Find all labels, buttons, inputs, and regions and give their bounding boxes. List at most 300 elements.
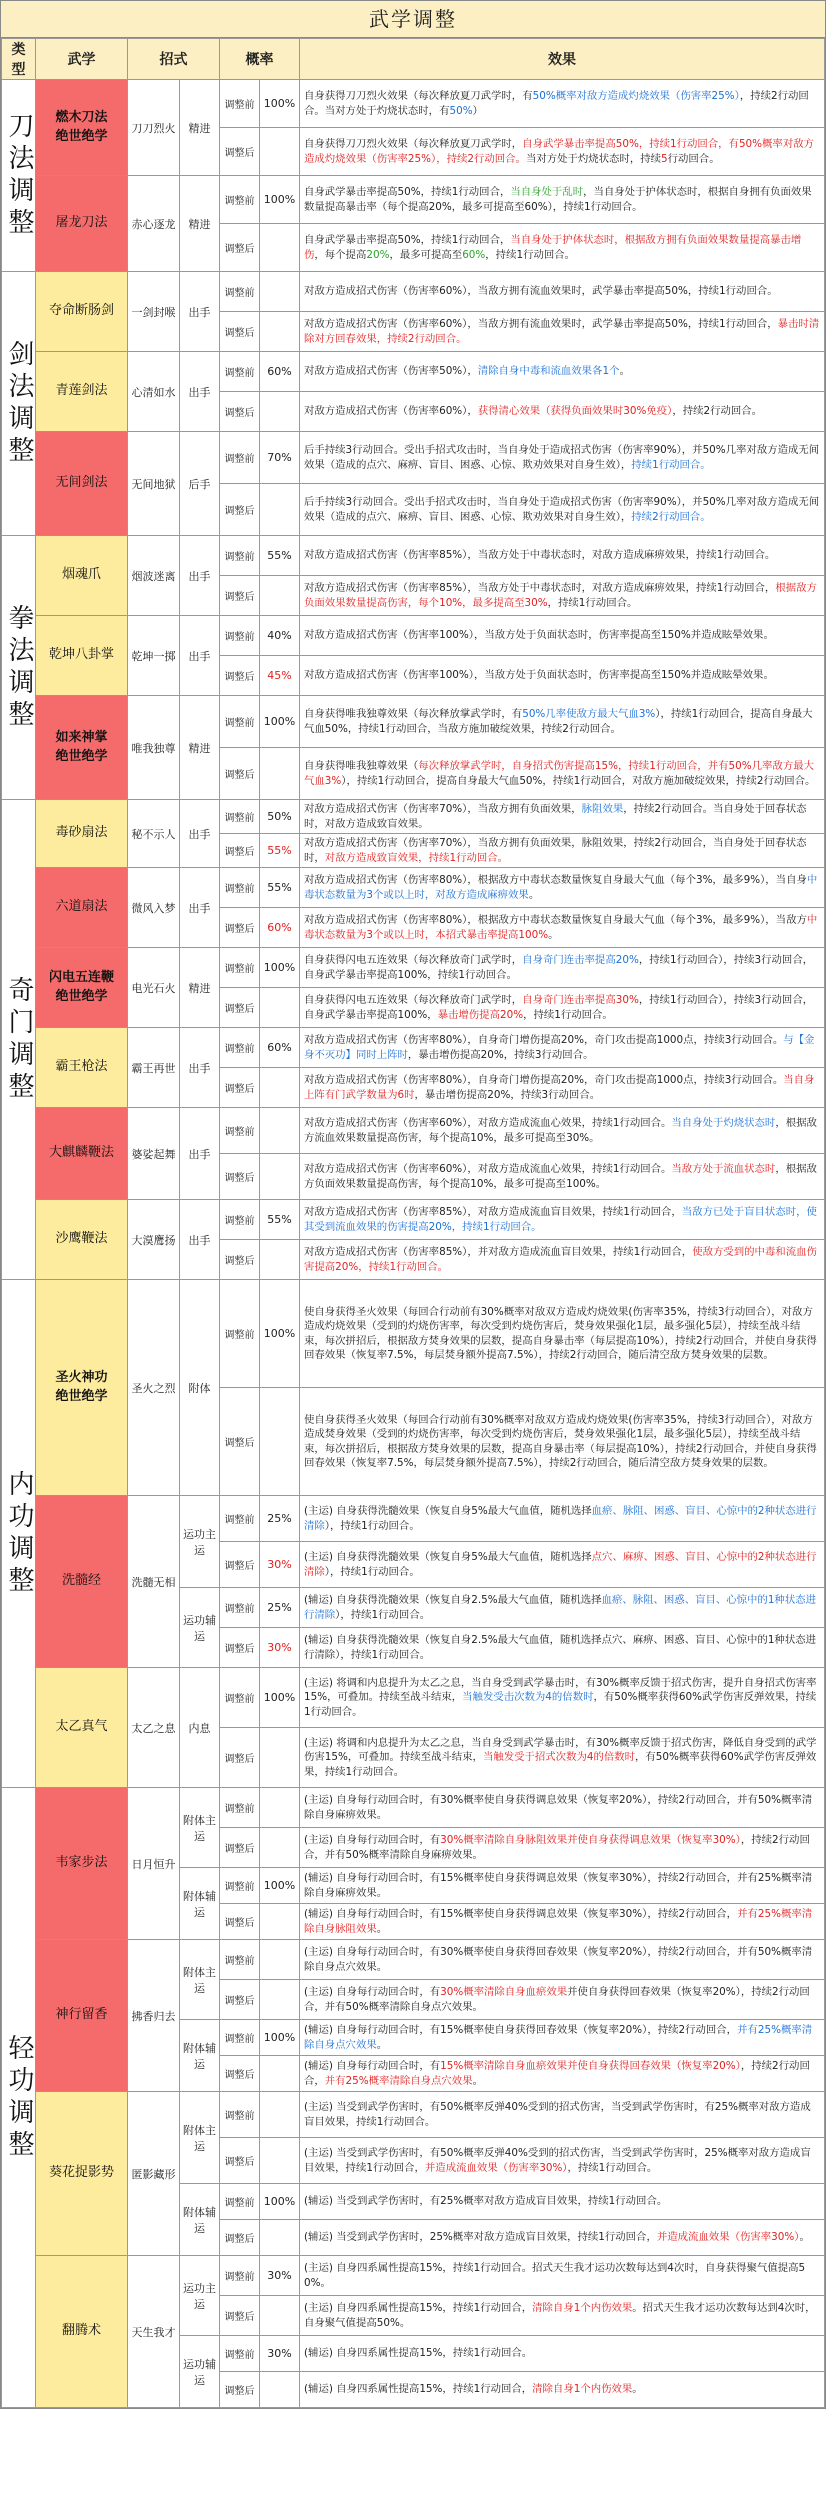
version-label: 调整后 xyxy=(220,312,260,352)
effect-text: ），持续1行动回合。 xyxy=(324,1519,420,1532)
effect-text: ，暴击增伤提高20%，持续3行动回合。 xyxy=(407,1048,594,1061)
effect-text: (主运) 自身获得洗髓效果（恢复自身5%最大气血值，随机选择 xyxy=(304,1505,592,1518)
table-row xyxy=(2,1668,825,1728)
effect-before xyxy=(300,536,825,576)
move-name: 微风入梦 xyxy=(128,868,180,948)
effect-after xyxy=(300,1904,825,1940)
move-type: 出手 xyxy=(180,868,220,948)
version-label: 调整后 xyxy=(220,748,260,800)
move-type: 精进 xyxy=(180,948,220,1028)
effect-text: (主运) 自身获得洗髓效果（恢复自身5%最大气血值，随机选择 xyxy=(304,1551,592,1564)
effect-text: ，当自身处于护体状态时，根据自身拥有负面效果数量提高暴击率（每个提高20%，最多可提高至60%），持续1行动回合。 xyxy=(304,186,812,213)
effect-after xyxy=(300,908,825,948)
effect-text: ，持续2行动回合。 xyxy=(672,405,763,418)
table-row xyxy=(2,868,825,908)
effect-before xyxy=(300,432,825,484)
effect-before xyxy=(300,2256,825,2296)
rate-value: 30% xyxy=(260,2336,300,2372)
effect-text: ，持续1行动回合。 xyxy=(547,596,638,609)
rate-value xyxy=(260,2138,300,2184)
effect-text: 对敌方造成招式伤害（伤害率85%），对敌方造成流血盲目效果，持续1行动回合， xyxy=(304,1206,682,1219)
rate-value: 100% xyxy=(260,80,300,128)
effect-before xyxy=(300,2020,825,2056)
move-name: 日月恒升 xyxy=(128,1788,180,1940)
header-type: 类型 xyxy=(2,39,36,80)
effect-text: ） xyxy=(472,104,483,117)
effect-before xyxy=(300,1940,825,1980)
move-type: 附体 xyxy=(180,1280,220,1496)
version-label: 调整后 xyxy=(220,1240,260,1280)
effect-text: (主运) 自身四系属性提高15%，持续1行动回合， xyxy=(304,2302,533,2315)
version-label: 调整前 xyxy=(220,1200,260,1240)
effect-text: 对敌方造成招式伤害（伤害率100%），当敌方处于负面状态时，伤害率提高至150%并造成眩晕效果。 xyxy=(304,669,774,682)
category-cell: 轻功调整 xyxy=(2,1788,36,2408)
effect-text: 对敌方造成招式伤害（伤害率60%）， xyxy=(304,405,478,418)
effect-after xyxy=(300,1980,825,2020)
effect-text: 对敌方造成招式伤害（伤害率80%），自身奇门增伤提高20%，奇门攻击提高1000点，持续3行动回合。 xyxy=(304,1074,784,1087)
move-name: 烟波迷离 xyxy=(128,536,180,616)
rate-value xyxy=(260,988,300,1028)
rate-value xyxy=(260,1940,300,1980)
header-move: 招式 xyxy=(128,39,220,80)
move-name: 电光石火 xyxy=(128,948,180,1028)
effect-text: 对敌方造成招式伤害（伤害率100%），当敌方处于负面状态时，伤害率提高至150%并造成眩晕效果。 xyxy=(304,629,774,642)
version-label: 调整前 xyxy=(220,2020,260,2056)
move-name: 赤心逐龙 xyxy=(128,176,180,272)
skill-name: 烟魂爪 xyxy=(36,536,128,616)
move-name: 天生我才 xyxy=(128,2256,180,2408)
effect-text: (主运) 自身四系属性提高15%，持续1行动回合。招式天生我才运功次数每达到4次时，自身获得聚气值提高50%。 xyxy=(304,2262,806,2289)
effect-text: 对敌方造成招式伤害（伤害率60%），对敌方造成流血心效果，持续1行动回合。 xyxy=(304,1163,672,1176)
effect-after xyxy=(300,988,825,1028)
effect-text: 50% xyxy=(449,104,473,117)
effect-text: 对敌方造成招式伤害（伤害率80%），根据敌方中毒状态数量恢复自身最大气血（每个3%，最多9%），当自身 xyxy=(304,874,807,887)
effect-text: (辅运) 自身每行动回合时，有15%概率使自身获得调息效果（恢复率30%），持续2行动回合， xyxy=(304,1908,738,1921)
effect-before xyxy=(300,1496,825,1542)
version-label: 调整后 xyxy=(220,908,260,948)
effect-text: 对敌方造成招式伤害（伤害率85%），当敌方处于中毒状态时，对敌方造成麻痹效果，持续1行动回合， xyxy=(304,582,776,595)
version-label: 调整后 xyxy=(220,2296,260,2336)
move-type: 附体辅运 xyxy=(180,2020,220,2092)
effect-text: 。 xyxy=(619,365,630,378)
version-label: 调整前 xyxy=(220,2256,260,2296)
version-label: 调整前 xyxy=(220,948,260,988)
rate-value: 100% xyxy=(260,2184,300,2220)
effect-text: 中毒状态数量为3个或以上时，本招式暴击率提高100% xyxy=(304,914,818,941)
rate-value xyxy=(260,224,300,272)
move-type: 出手 xyxy=(180,1028,220,1108)
skill-name: 大麒麟鞭法 xyxy=(36,1108,128,1200)
table-row xyxy=(2,1940,825,1980)
category-cell: 奇门调整 xyxy=(2,800,36,1280)
version-label: 调整后 xyxy=(220,834,260,868)
version-label: 调整后 xyxy=(220,1728,260,1788)
effect-text: (辅运) 自身每行动回合时，有15%概率使自身获得回春效果（恢复率20%），持续2行动回合， xyxy=(304,2024,738,2037)
move-type: 精进 xyxy=(180,696,220,800)
effect-before xyxy=(300,948,825,988)
version-label: 调整前 xyxy=(220,1668,260,1728)
rate-value xyxy=(260,1154,300,1200)
rate-value xyxy=(260,1068,300,1108)
effect-after xyxy=(300,1628,825,1668)
version-label: 调整前 xyxy=(220,1496,260,1542)
skill-name: 霸王枪法 xyxy=(36,1028,128,1108)
effect-before xyxy=(300,868,825,908)
effect-text: 并造成流血效果（伤害率30%） xyxy=(424,2161,568,2174)
effect-text: (辅运) 自身获得洗髓效果（恢复自身2.5%最大气血值，随机选择点穴、麻痹、困惑、盲目、心惊中的1种状态进行清除），持续1行动回合。 xyxy=(304,1634,816,1661)
effect-text: 对敌方造成招式伤害（伤害率85%），当敌方处于中毒状态时，对敌方造成麻痹效果，持续1行动回合。 xyxy=(304,549,776,562)
move-type: 出手 xyxy=(180,272,220,352)
table-row xyxy=(2,696,825,748)
version-label: 调整后 xyxy=(220,1628,260,1668)
effect-text: 自身获得闪电五连效果（每次释放奇门武学时， xyxy=(304,954,523,967)
effect-text: 当自身处于乱时 xyxy=(510,186,584,199)
move-name: 圣火之烈 xyxy=(128,1280,180,1496)
effect-text: ），持续1行动回合。 xyxy=(324,1565,420,1578)
move-name: 唯我独尊 xyxy=(128,696,180,800)
effect-text: (辅运) 自身每行动回合时，有15%概率使自身获得调息效果（恢复率30%），持续2行动回合，并有25%概率清除自身麻痹效果。 xyxy=(304,1872,813,1899)
move-type: 附体辅运 xyxy=(180,1868,220,1940)
version-label: 调整前 xyxy=(220,176,260,224)
effect-text: 并有25%概率清除自身点穴效果 xyxy=(324,2074,473,2087)
effect-text: (辅运) 当受到武学伤害时，25%概率对敌方造成盲目效果，持续1行动回合， xyxy=(304,2231,657,2244)
rate-value xyxy=(260,2220,300,2256)
effect-text: 自身武学暴击率提高50%，持续1行动回合， xyxy=(304,234,511,247)
effect-text: 。 xyxy=(376,2038,388,2051)
version-label: 调整前 xyxy=(220,1588,260,1628)
effect-text: 当自身上阵有门武学数量为6时 xyxy=(304,1074,815,1101)
table-row xyxy=(2,1280,825,1388)
rate-value: 55% xyxy=(260,1200,300,1240)
table-row xyxy=(2,1496,825,1542)
effect-text: 后手持续3行动回合。受出手招式攻击时，当自身处于造成招式伤害（伤害率90%），并50%几率对敌方造成无间效果（造成的点穴、麻痹、盲目、困惑、心惊、欺劝效果对自身生效）， xyxy=(304,444,820,471)
effect-text: 。 xyxy=(376,1922,388,1935)
effect-text: ，最多可提高至 xyxy=(389,248,463,261)
effect-before xyxy=(300,272,825,312)
rate-value: 30% xyxy=(260,2256,300,2296)
effect-text: 。 xyxy=(799,2231,810,2244)
rate-value: 100% xyxy=(260,696,300,748)
effect-after xyxy=(300,2220,825,2256)
rate-value: 55% xyxy=(260,834,300,868)
effect-after xyxy=(300,1828,825,1868)
version-label: 调整后 xyxy=(220,2372,260,2408)
effect-text: 清除自身1个内伤效果 xyxy=(532,2302,633,2315)
effect-text: 持续1行动回合。 xyxy=(631,458,711,471)
header-skill: 武学 xyxy=(36,39,128,80)
rate-value xyxy=(260,2296,300,2336)
rate-value: 100% xyxy=(260,176,300,224)
table-row xyxy=(2,272,825,312)
effect-text: 当对方处于灼烧状态时，持续 xyxy=(525,152,662,165)
effect-after xyxy=(300,1240,825,1280)
version-label: 调整前 xyxy=(220,352,260,392)
effect-text: (辅运) 自身四系属性提高15%，持续1行动回合， xyxy=(304,2383,533,2396)
effect-text: (主运) 将调和内息提升为太乙之息，当自身受到武学暴击时，有30%概率反馈于招式伤害，提升自身招式伤害率15%，可叠加。持续至战斗结束， xyxy=(304,1677,817,1704)
effect-text: 使敌方受到的中毒和流血伤害提高20%，持续1行动回合。 xyxy=(304,1246,817,1273)
effect-text: (辅运) 自身四系属性提高15%，持续1行动回合。 xyxy=(304,2347,533,2360)
effect-after xyxy=(300,1388,825,1496)
effect-text: 对敌方造成招式伤害（伤害率60%），对敌方造成流血心效果，持续1行动回合。 xyxy=(304,1117,672,1130)
rate-value xyxy=(260,2092,300,2138)
version-label: 调整前 xyxy=(220,800,260,834)
effect-text: 对敌方造成招式伤害（伤害率60%），当敌方拥有流血效果时，武学暴击率提高50%，持续1行动回合， xyxy=(304,318,778,331)
skill-name: 神行留香 xyxy=(36,1940,128,2092)
rate-value xyxy=(260,1980,300,2020)
move-name: 拂香归去 xyxy=(128,1940,180,2092)
rate-value: 100% xyxy=(260,2020,300,2056)
rate-value: 70% xyxy=(260,432,300,484)
move-type: 附体主运 xyxy=(180,1788,220,1868)
effect-after xyxy=(300,1728,825,1788)
skill-name: 如来神掌 绝世绝学 xyxy=(36,696,128,800)
effect-text: (主运) 当受到武学伤害时，有50%概率反弹40%受到的招式伤害，当受到武学伤害时，有25%概率对敌方造成盲目效果，持续1行动回合。 xyxy=(304,2101,811,2128)
move-type: 附体辅运 xyxy=(180,2184,220,2256)
skill-name: 沙鹰鞭法 xyxy=(36,1200,128,1280)
effect-text: 后手持续3行动回合。受出手招式攻击时，当自身处于造成招式伤害（伤害率90%），并50%几率对敌方造成无间效果（造成的点穴、麻痹、盲目、困惑、心惊、欺劝效果对自身生效）， xyxy=(304,496,820,523)
version-label: 调整后 xyxy=(220,392,260,432)
effect-before xyxy=(300,352,825,392)
version-label: 调整前 xyxy=(220,536,260,576)
category-cell: 内功调整 xyxy=(2,1280,36,1788)
move-name: 秘不示人 xyxy=(128,800,180,868)
rate-value: 100% xyxy=(260,948,300,988)
table-row xyxy=(2,1028,825,1068)
version-label: 调整后 xyxy=(220,1828,260,1868)
version-label: 调整后 xyxy=(220,988,260,1028)
effect-text: ，持续1行动回合。 xyxy=(523,1008,613,1021)
effect-text: ，每个提高 xyxy=(314,248,367,261)
effect-text: (主运) 自身每行动回合时，有 xyxy=(304,1986,441,1999)
skill-name: 无间剑法 xyxy=(36,432,128,536)
version-label: 调整后 xyxy=(220,1068,260,1108)
effect-text: ），持续1行动回合。 xyxy=(335,1608,431,1621)
rate-value: 45% xyxy=(260,656,300,696)
effect-after xyxy=(300,128,825,176)
rate-value: 60% xyxy=(260,1028,300,1068)
version-label: 调整前 xyxy=(220,272,260,312)
effect-after xyxy=(300,1068,825,1108)
version-label: 调整后 xyxy=(220,1980,260,2020)
version-label: 调整前 xyxy=(220,868,260,908)
move-name: 匿影藏形 xyxy=(128,2092,180,2256)
version-label: 调整前 xyxy=(220,616,260,656)
rate-value: 40% xyxy=(260,616,300,656)
effect-text: 中毒状态数量为3个或以上时，对敌方造成麻痹效果 xyxy=(304,874,818,901)
table-row xyxy=(2,616,825,656)
rate-value: 100% xyxy=(260,1868,300,1904)
version-label: 调整后 xyxy=(220,224,260,272)
move-name: 刀刀烈火 xyxy=(128,80,180,176)
skill-name: 燃木刀法 绝世绝学 xyxy=(36,80,128,176)
rate-value: 50% xyxy=(260,800,300,834)
skill-name: 翻腾术 xyxy=(36,2256,128,2408)
effect-after xyxy=(300,312,825,352)
rate-value xyxy=(260,392,300,432)
skill-name: 韦家步法 xyxy=(36,1788,128,1940)
move-type: 出手 xyxy=(180,536,220,616)
move-name: 一剑封喉 xyxy=(128,272,180,352)
effect-text: (辅运) 当受到武学伤害时，有25%概率对敌方造成盲目效果，持续1行动回合。 xyxy=(304,2195,668,2208)
effect-text: ，持续2行动回合， xyxy=(304,2060,810,2087)
effect-before xyxy=(300,1028,825,1068)
effect-after xyxy=(300,1542,825,1588)
rate-value xyxy=(260,1108,300,1154)
table-row xyxy=(2,1108,825,1154)
version-label: 调整前 xyxy=(220,2336,260,2372)
move-type: 出手 xyxy=(180,1108,220,1200)
move-type: 出手 xyxy=(180,1200,220,1280)
effect-text: 对敌方造成招式伤害（伤害率60%），当敌方拥有流血效果时，武学暴击率提高50%，持续1行动回合。 xyxy=(304,285,778,298)
move-type: 附体主运 xyxy=(180,2092,220,2184)
effect-before xyxy=(300,1200,825,1240)
version-label: 调整前 xyxy=(220,432,260,484)
effect-text: 。 xyxy=(632,2383,643,2396)
version-label: 调整后 xyxy=(220,1154,260,1200)
effect-text: 当触发受击次数为4的倍数时 xyxy=(462,1691,594,1704)
effect-text: 点穴、麻痹、困惑、盲目、心惊中的2种状态进行清除 xyxy=(304,1551,817,1578)
rate-value xyxy=(260,2056,300,2092)
effect-text: 当自身处于护体状态时，根据敌方拥有负面效果数量提高暴击增伤 xyxy=(304,234,802,261)
effect-text: 每次释放掌武学时，自身招式伤害提高15%，持续1行动回合，并有50%几率敌方最大气血3% xyxy=(304,760,814,787)
effect-text: 自身获得闪电五连效果（每次释放奇门武学时， xyxy=(304,994,523,1007)
move-name: 乾坤一掷 xyxy=(128,616,180,696)
effect-text: ，持续1行动回合。 xyxy=(485,248,576,261)
move-name: 无间地狱 xyxy=(128,432,180,536)
effect-text: 当自身处于灼烧状态时 xyxy=(671,1117,776,1130)
effect-before xyxy=(300,1788,825,1828)
effect-text: 获得清心效果（获得负面效果时30%免疫） xyxy=(477,405,673,418)
category-cell: 剑法调整 xyxy=(2,272,36,536)
skill-name: 夺命断肠剑 xyxy=(36,272,128,352)
move-name: 大漠鹰扬 xyxy=(128,1200,180,1280)
move-type: 运功主运 xyxy=(180,2256,220,2336)
rate-value xyxy=(260,128,300,176)
rate-value xyxy=(260,2372,300,2408)
effect-text: (主运) 将调和内息提升为太乙之息，当自身受到武学暴击时，有30%概率反馈于招式伤害，降低自身受到的武学伤害15%，可叠加。持续至战斗结束， xyxy=(304,1737,817,1764)
effect-text: 暴击增伤提高20% xyxy=(437,1008,524,1021)
effect-text: 自身奇门连击率提高30% xyxy=(522,994,639,1007)
table-row xyxy=(2,1200,825,1240)
table-row xyxy=(2,1788,825,1828)
effect-before xyxy=(300,1868,825,1904)
rate-value xyxy=(260,312,300,352)
effect-text: 自身获得刀刀烈火效果（每次释放夏刀武学时，有 xyxy=(304,90,533,103)
table-row xyxy=(2,800,825,834)
skill-name: 毒砂扇法 xyxy=(36,800,128,868)
effect-text: 50%概率对敌方造成灼烧效果（伤害率25%） xyxy=(532,90,740,103)
effect-text: 。 xyxy=(528,888,540,901)
effect-text: ），持续1行动回合，提高自身最大气血50%，持续1行动回合，当敌方施加破绽效果，持续2行动回合。 xyxy=(304,708,813,735)
table-header-row xyxy=(2,39,825,80)
move-type: 出手 xyxy=(180,352,220,432)
effect-before xyxy=(300,80,825,128)
effect-text: 自身奇门连击率提高20% xyxy=(522,954,639,967)
effect-text: 暴击时清除对方回春效果，持续2行动回合。 xyxy=(304,318,820,345)
effect-before xyxy=(300,1108,825,1154)
category-cell: 拳法调整 xyxy=(2,536,36,800)
effect-text: 60% xyxy=(462,248,486,261)
skill-name: 太乙真气 xyxy=(36,1668,128,1788)
effect-text: 对敌方造成招式伤害（伤害率85%），并对敌方造成流血盲目效果，持续1行动回合， xyxy=(304,1246,693,1259)
rate-value xyxy=(260,1904,300,1940)
effect-text: 并造成流血效果（伤害率30%） xyxy=(656,2231,800,2244)
header-rate: 概率 xyxy=(220,39,300,80)
effect-after xyxy=(300,2056,825,2092)
effect-after xyxy=(300,224,825,272)
effect-text: 5 xyxy=(661,152,668,165)
move-type: 精进 xyxy=(180,176,220,272)
skill-name: 洗髓经 xyxy=(36,1496,128,1668)
rate-value: 60% xyxy=(260,908,300,948)
rate-value xyxy=(260,1728,300,1788)
table-row xyxy=(2,2256,825,2296)
effect-text: ，有50%概率获得60%武学伤害反弹效果，持续1行动回合。 xyxy=(304,1691,817,1718)
version-label: 调整前 xyxy=(220,1108,260,1154)
effect-text: 对敌方造成招式伤害（伤害率80%），自身奇门增伤提高20%，奇门攻击提高1000点，持续3行动回合。 xyxy=(304,1034,784,1047)
effect-text: ，持续2行动回合，并有50%概率清除自身麻痹效果。 xyxy=(304,1834,810,1861)
effect-text: 脉阻效果 xyxy=(581,803,624,816)
effect-text: 。 xyxy=(472,2074,483,2087)
effect-text: (主运) 当受到武学伤害时，有50%概率反弹40%受到的招式伤害，当受到武学伤害时，25%概率对敌方造成盲目效果，持续1行动回合， xyxy=(304,2147,811,2174)
effect-after xyxy=(300,834,825,868)
version-label: 调整前 xyxy=(220,2184,260,2220)
effect-after xyxy=(300,748,825,800)
effect-text: ），持续1行动回合，提高自身最大气血50%，持续1行动回合，对敌方施加破绽效果，持续2行动回合。 xyxy=(341,774,816,787)
effect-text: (主运) 自身每行动回合时，有 xyxy=(304,1834,441,1847)
move-type: 后手 xyxy=(180,432,220,536)
effect-text: 使自身获得圣火效果（每回合行动前有30%概率对敌双方造成灼烧效果(伤害率35%，持续3行动回合），对敌方造成灼烧效果（受到的灼烧伤害率，每次受到灼烧伤害后，焚身效果强化1层，最多强化5层），持续至战斗结束，每次拼招后，根据敌方焚身效果的层数，提高自身暴击率（每层提高10%），持续2行动回合，并使自身获得回春效果（恢复率7.5%，每层焚身额外提高7.5%），持续2行动回合，随后清空敌方焚身效果的层数。 xyxy=(304,1306,817,1361)
effect-text: 行动回合。 xyxy=(667,152,720,165)
effect-text: 20% xyxy=(366,248,390,261)
version-label: 调整前 xyxy=(220,1280,260,1388)
version-label: 调整前 xyxy=(220,1868,260,1904)
move-name: 霸王再世 xyxy=(128,1028,180,1108)
effect-text: 15%概率清除自身血瘀效果并使自身获得回春效果（恢复率20%） xyxy=(440,2060,741,2073)
effect-after xyxy=(300,656,825,696)
version-label: 调整前 xyxy=(220,1940,260,1980)
effect-text: 清除自身中毒和流血效果各1个 xyxy=(477,365,620,378)
table-row xyxy=(2,536,825,576)
skill-name: 屠龙刀法 xyxy=(36,176,128,272)
effect-text: ，有50%概率获得60%武学伤害反弹效果，持续1行动回合。 xyxy=(304,1751,817,1778)
effect-text: 当敌方已处于盲目状态时，使其受到流血效果的伤害提高20%，持续1行动回合。 xyxy=(304,1206,817,1233)
version-label: 调整后 xyxy=(220,1904,260,1940)
effect-text: 并使自身获得回春效果（恢复率20%），持续2行动回合，并有50%概率清除自身点穴效果。 xyxy=(304,1986,810,2013)
effect-text: 自身获得唯我独尊效果（ xyxy=(304,760,419,773)
effect-text: 清除自身1个内伤效果 xyxy=(532,2383,633,2396)
effect-before xyxy=(300,696,825,748)
effect-text: 自身武学暴击率提高50%，持续1行动回合，有50%概率对敌方造成灼烧效果（伤害率25%），持续2行动回合。 xyxy=(304,138,814,165)
effect-after xyxy=(300,2296,825,2336)
effect-text: 血瘀、脉阻、困惑、盲目、心惊中的2种状态进行清除 xyxy=(304,1505,817,1532)
effect-text: 当触发受于招式次数为4的倍数时 xyxy=(482,1751,636,1764)
effect-text: ，根据敌方负面效果数量提高伤害，每个提高10%，最多可提高至100%。 xyxy=(304,1163,817,1190)
effect-text: 。招式天生我才运功次数每达到4次时，自身聚气值提高50%。 xyxy=(304,2302,816,2329)
effect-text: 血瘀、脉阻、困惑、盲目、心惊中的1种状态进行清除 xyxy=(304,1594,816,1621)
effect-after xyxy=(300,576,825,616)
effect-text: ，持续2行动回合。当对方处于灼烧状态时，有 xyxy=(304,90,809,117)
skill-name: 青莲剑法 xyxy=(36,352,128,432)
effect-after xyxy=(300,392,825,432)
effect-text: 对敌方造成招式伤害（伤害率70%），当敌方拥有负面效果，脉阻效果，持续2行动回合，当自身处于回春状态时， xyxy=(304,837,807,864)
skill-name: 乾坤八卦掌 xyxy=(36,616,128,696)
version-label: 调整前 xyxy=(220,2092,260,2138)
skill-name: 圣火神功 绝世绝学 xyxy=(36,1280,128,1496)
move-name: 太乙之息 xyxy=(128,1668,180,1788)
effect-text: 30%概率清除自身血瘀效果 xyxy=(440,1986,568,1999)
move-type: 内息 xyxy=(180,1668,220,1788)
